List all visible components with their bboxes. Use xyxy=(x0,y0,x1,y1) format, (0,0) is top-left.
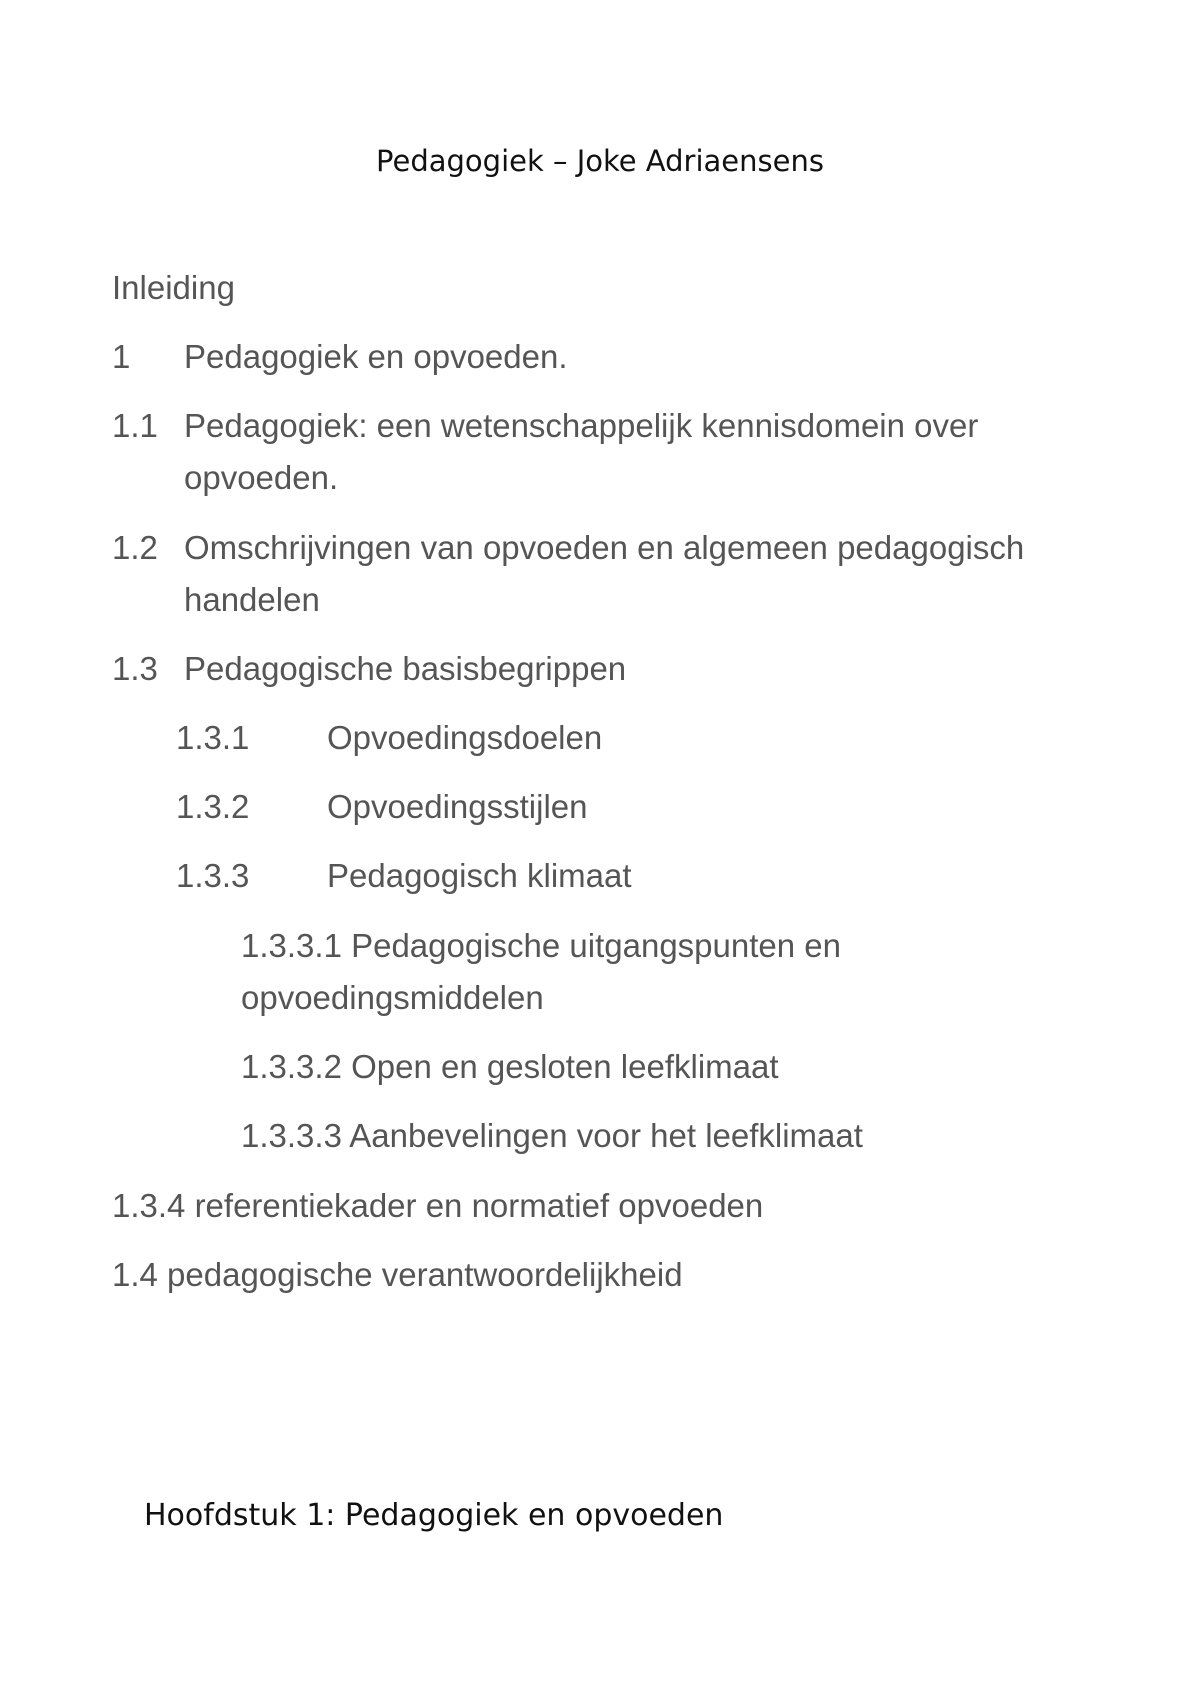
toc-entry-1-3-3-3: 1.3.3.3 Aanbevelingen voor het leefklimaat xyxy=(241,1117,863,1154)
toc-entry-1-3-3-1-continued: opvoedingsmiddelen xyxy=(241,979,544,1016)
toc-entry-text: Omschrijvingen van opvoeden en algemeen pedagogisch xyxy=(184,529,1025,566)
toc-entry-text: Pedagogiek: een wetenschappelijk kennisdomein over xyxy=(184,407,979,444)
toc-entry-text: Pedagogische basisbegrippen xyxy=(184,650,627,687)
toc-entry-1-3-3-1: 1.3.3.1 Pedagogische uitgangspunten en xyxy=(241,927,841,964)
toc-entry-text: Pedagogiek en opvoeden. xyxy=(184,338,568,375)
toc-entry-text: Opvoedingsdoelen xyxy=(327,719,603,756)
toc-entry-1-2-continued: handelen xyxy=(184,581,320,618)
toc-intro: Inleiding xyxy=(112,269,235,306)
toc-entry-number: 1.3.3 xyxy=(176,857,250,894)
toc-entry-number: 1.3 xyxy=(112,650,158,687)
toc-entry-number: 1 xyxy=(112,338,131,375)
toc-entry-1-3-4: 1.3.4 referentiekader en normatief opvoeden xyxy=(112,1187,764,1224)
toc-entry-number: 1.2 xyxy=(112,529,158,566)
toc-entry-text: Opvoedingsstijlen xyxy=(327,788,588,825)
toc-entry-number: 1.1 xyxy=(112,407,158,444)
toc-entry-text: Pedagogisch klimaat xyxy=(327,857,632,894)
toc-entry-1-3-3-2: 1.3.3.2 Open en gesloten leefklimaat xyxy=(241,1048,779,1085)
toc-entry-1-4: 1.4 pedagogische verantwoordelijkheid xyxy=(112,1256,683,1293)
chapter-heading: Hoofdstuk 1: Pedagogiek en opvoeden xyxy=(144,1498,724,1533)
toc-entry-number: 1.3.2 xyxy=(176,788,250,825)
toc-entry-number: 1.3.1 xyxy=(176,719,250,756)
document-title: Pedagogiek – Joke Adriaensens xyxy=(376,144,824,178)
toc-entry-1-1-continued: opvoeden. xyxy=(184,459,339,496)
